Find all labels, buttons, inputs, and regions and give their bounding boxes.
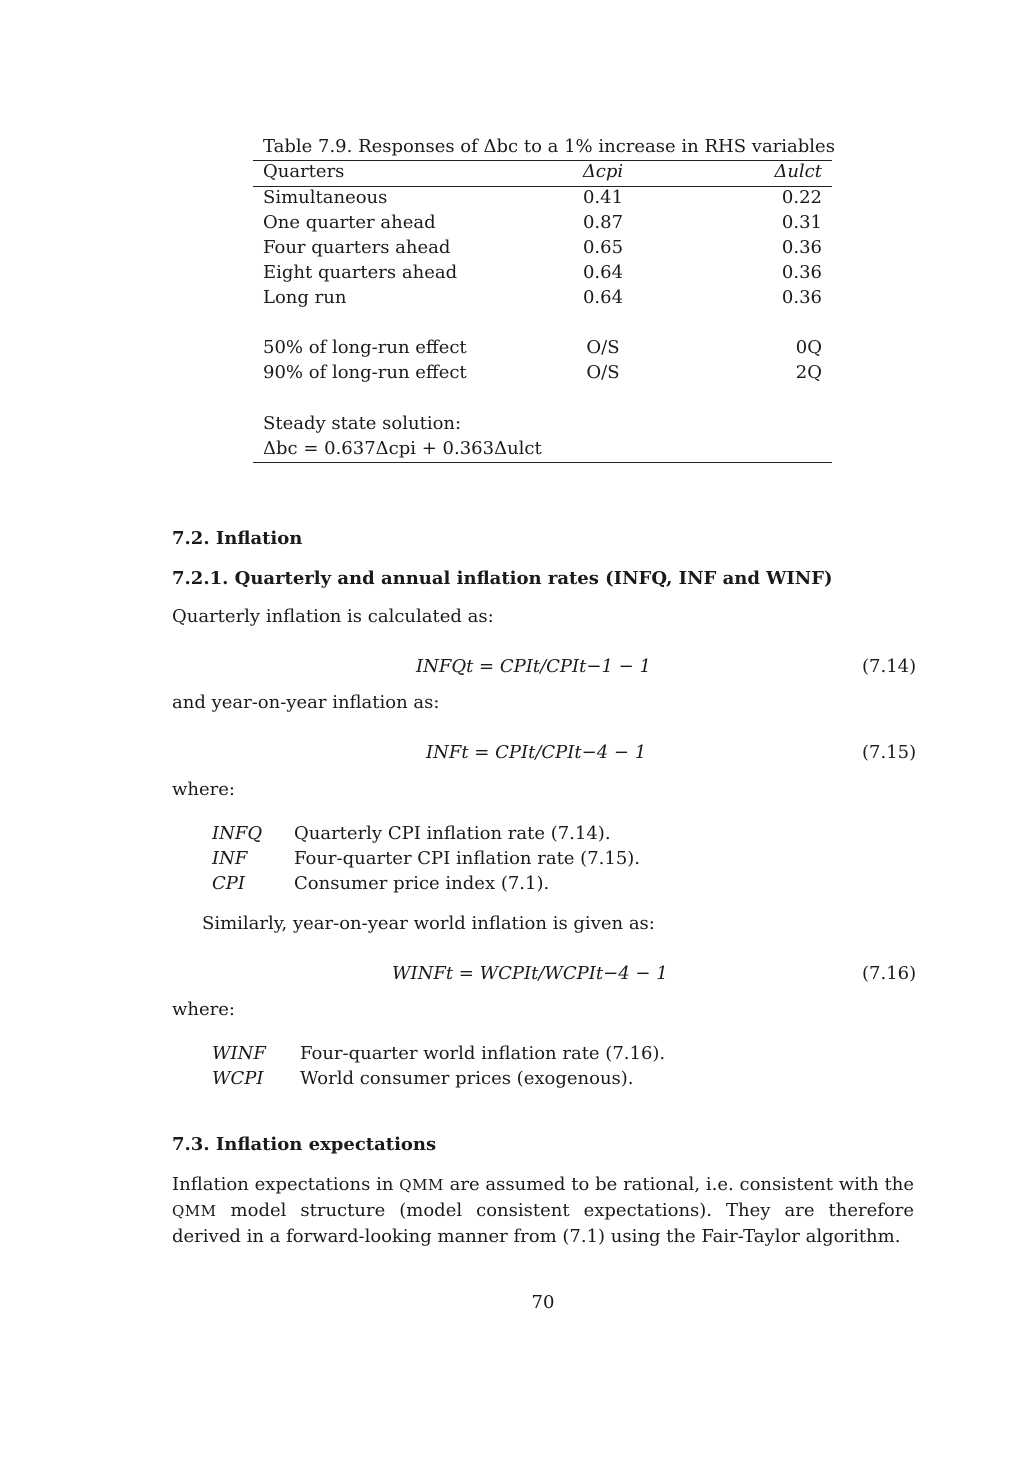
effect-cpi: O/S — [586, 337, 620, 358]
row-cpi: 0.87 — [582, 212, 624, 233]
where-label: where: — [172, 999, 235, 1020]
row-label: One quarter ahead — [263, 212, 436, 233]
col-header-quarters: Quarters — [263, 161, 345, 182]
paragraph-quarterly-intro: Quarterly inflation is calculated as: — [172, 606, 494, 627]
effect-label: 50% of long-run effect — [263, 337, 467, 358]
equation-number-7-16: (7.16) — [862, 963, 917, 984]
equation-7-14: INFQt = CPIt/CPIt−1 − 1 — [416, 656, 651, 677]
row-ulct: 0.36 — [781, 287, 822, 308]
definition-text: Four-quarter world inflation rate (7.16). — [300, 1043, 666, 1064]
row-label: Four quarters ahead — [263, 237, 451, 258]
definition-text: Four-quarter CPI inflation rate (7.15). — [294, 848, 641, 869]
table-caption: Table 7.9. Responses of Δbc to a 1% increase in RHS variables — [263, 136, 835, 157]
row-ulct: 0.36 — [781, 262, 822, 283]
equation-7-16: WINFt = WCPIt/WCPIt−4 − 1 — [392, 963, 668, 984]
row-ulct: 0.22 — [781, 187, 822, 208]
definition-text: Consumer price index (7.1). — [294, 873, 550, 894]
col-header-cpi: Δcpi — [582, 161, 624, 182]
para-text: are assumed to be rational, i.e. consistent with the — [443, 1174, 915, 1195]
row-cpi: 0.64 — [582, 262, 624, 283]
definition-symbol: WCPI — [212, 1068, 264, 1089]
definition-text: World consumer prices (exogenous). — [300, 1068, 634, 1089]
effect-cpi: O/S — [586, 362, 620, 383]
col-header-ulct: Δulct — [774, 161, 822, 182]
page-number: 70 — [531, 1292, 555, 1313]
row-ulct: 0.31 — [781, 212, 822, 233]
definition-symbol: INFQ — [212, 823, 263, 844]
effect-label: 90% of long-run effect — [263, 362, 467, 383]
definition-symbol: WINF — [212, 1043, 266, 1064]
paragraph-similarly: Similarly, year-on-year world inflation is given as: — [202, 913, 655, 934]
row-label: Long run — [263, 287, 347, 308]
paragraph-yoy: and year-on-year inflation as: — [172, 692, 440, 713]
equation-number-7-14: (7.14) — [862, 656, 917, 677]
definition-text: Quarterly CPI inflation rate (7.14). — [294, 823, 611, 844]
steady-state-equation: Δbc = 0.637Δcpi + 0.363Δulct — [263, 438, 542, 459]
row-label: Simultaneous — [263, 187, 388, 208]
effect-ulct: 2Q — [795, 362, 822, 383]
row-cpi: 0.64 — [582, 287, 624, 308]
effect-ulct: 0Q — [795, 337, 822, 358]
section-heading-7-3: 7.3. Inflation expectations — [172, 1134, 437, 1155]
row-cpi: 0.41 — [582, 187, 624, 208]
row-cpi: 0.65 — [582, 237, 624, 258]
qmm-acronym: QMM — [399, 1176, 444, 1194]
qmm-acronym: QMM — [172, 1202, 217, 1220]
equation-7-15: INFt = CPIt/CPIt−4 − 1 — [426, 742, 647, 763]
paragraph-expectations — [172, 1172, 914, 1249]
section-heading-7-2: 7.2. Inflation — [172, 528, 303, 549]
row-label: Eight quarters ahead — [263, 262, 458, 283]
equation-number-7-15: (7.15) — [862, 742, 917, 763]
steady-state-label: Steady state solution: — [263, 413, 462, 434]
table-bottom-rule — [253, 462, 832, 463]
para-text: model structure (model consistent expectations). They are therefore derived in a forward-looking manner from (7.1) using the Fair-Taylor algorithm. — [172, 1200, 914, 1247]
definition-symbol: INF — [212, 848, 248, 869]
definition-symbol: CPI — [212, 873, 245, 894]
para-text: Inflation expectations in — [172, 1174, 400, 1195]
subsection-heading-7-2-1: 7.2.1. Quarterly and annual inflation rates (INFQ, INF and WINF) — [172, 568, 833, 589]
where-label: where: — [172, 779, 235, 800]
row-ulct: 0.36 — [781, 237, 822, 258]
